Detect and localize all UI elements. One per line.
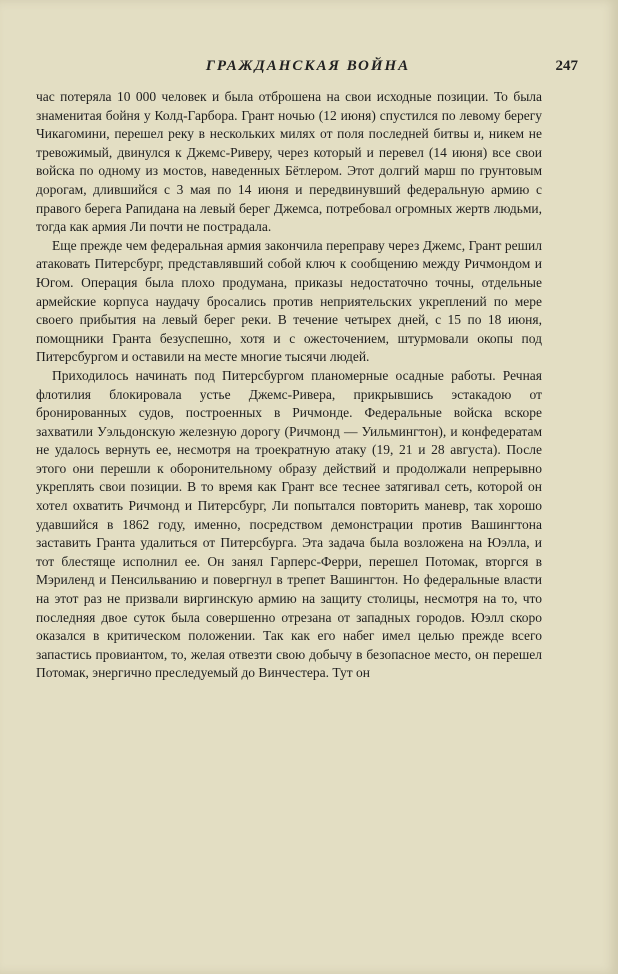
- running-title: ГРАЖДАНСКАЯ ВОЙНА: [205, 58, 411, 74]
- paragraph: Еще прежде чем федеральная армия закончила переправу через Джемс, Грант решил атаковать Питерсбург, представлявший собой ключ к сообщению между Ричмондом и Югом. Операция была плохо продумана, приказы недостаточно точны, отдельные армейские корпуса наудачу бросались против неприятельских укреплений по мере своего прибытия на левый берег реки. В течение четырех дней, с 15 по 18 июня, помощники Гранта безуспешно, хотя и с ожесточением, штурмовали окопы под Питерсбургом и оставили на месте многие тысячи людей.: [36, 237, 542, 365]
- page-number: 247: [555, 58, 578, 74]
- page-header: [36, 58, 580, 80]
- body-text: [36, 88, 542, 683]
- paragraph-continued: час потеряла 10 000 человек и была отброшена на свои исходные позиции. То была знаменитая бойня у Колд-Гарбора. Грант ночью (12 июня) спустился по левому берегу Чикагомини, перешел реку в нескольких милях от поля последней битвы и, никем не тревожимый, двинулся к Джемс-Риверу, через который и перевел (14 июня) все свои войска по одному из мостов, наведенных Бётлером. Этот долгий марш по грунтовым дорогам, длившийся с 3 мая по 14 июня и передвинувший федеральную армию с правого берега Рапидана на левый берег Джемса, потребовал огромных жертв людьми, тогда как армия Ли почти не пострадала.: [36, 89, 542, 235]
- paragraph: Приходилось начинать под Питерсбургом планомерные осадные работы. Речная флотилия блокировала устье Джемс-Ривера, прикрывшись эстакадою от бронированных судов, построенных в Ричмонде. Федеральные войска вскоре захватили Уэльдонскую железную дорогу (Ричмонд — Уильмингтон), и конфедератам не удалось вернуть ее, несмотря на троекратную атаку (19, 21 и 28 августа). После этого они перешли к оборонительному образу действий и продолжали непрерывно укреплять свои позиции. В то время как Грант все теснее затягивал сеть, которой он хотел охватить Ричмонд и Питерсбург, Ли попытался повторить маневр, так хорошо удавшийся в 1862 году, именно, посредством демонстрации против Вашингтона заставить Гранта удалиться от Питерсбурга. Эта задача была возложена на Юэлла, и тот блестяще исполнил ее. Он занял Гарперс-Ферри, перешел Потомак, вторгся в Мэриленд и Пенсильванию и повергнул в трепет Вашингтон. Но федеральные власти на этот раз не призвали виргинскую армию на защиту столицы, несмотря на то, что последняя двое суток была совершенно отрезана от западных городов. Юэлл скоро оказался в критическом положении. Так как его набег имел целью прежде всего запастись провиантом, то, желая отвезти свою добычу в безопасное место, он перешел Потомак, энергично преследуемый до Винчестера. Тут он: [36, 367, 542, 681]
